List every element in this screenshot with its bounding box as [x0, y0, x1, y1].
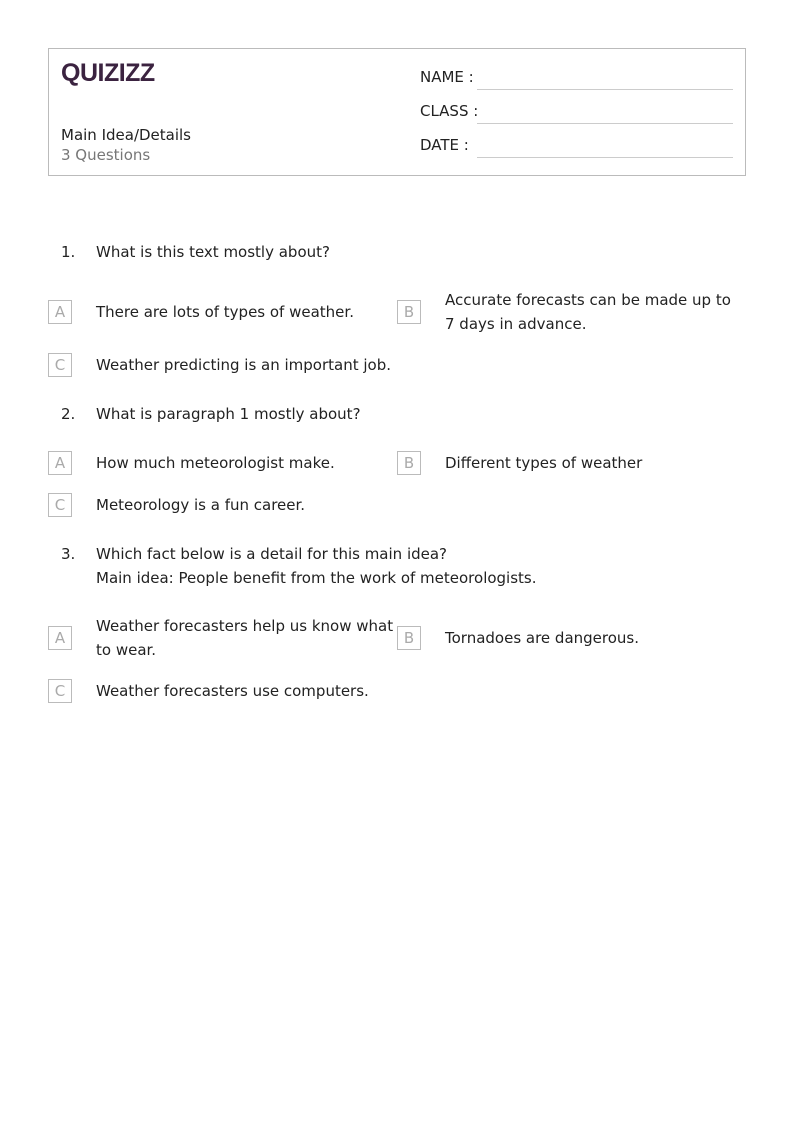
- option-box[interactable]: B: [397, 451, 421, 475]
- question-text: What is paragraph 1 mostly about?: [96, 405, 361, 423]
- option-text: Tornadoes are dangerous.: [445, 629, 640, 647]
- option-box[interactable]: A: [48, 451, 72, 475]
- option-box[interactable]: A: [48, 300, 72, 324]
- question-subtext: Main idea: People benefit from the work of meteorologists.: [96, 569, 537, 587]
- option-box[interactable]: C: [48, 493, 72, 517]
- option-box[interactable]: C: [48, 353, 72, 377]
- option-text: Weather predicting is an important job.: [96, 356, 392, 374]
- question-number: 3.: [61, 545, 76, 563]
- date-label: DATE :: [420, 136, 469, 154]
- option-box[interactable]: B: [397, 626, 421, 650]
- name-label: NAME :: [420, 68, 474, 86]
- question-number: 1.: [61, 243, 76, 261]
- quizizz-logo: QUIZIZZ: [61, 59, 155, 87]
- class-label: CLASS :: [420, 102, 479, 120]
- name-input-line[interactable]: [477, 89, 733, 90]
- option-text: Different types of weather: [445, 454, 643, 472]
- class-input-line[interactable]: [477, 123, 733, 124]
- option-text: Meteorology is a fun career.: [96, 496, 306, 514]
- option-text: Weather forecasters use computers.: [96, 682, 369, 700]
- option-box[interactable]: B: [397, 300, 421, 324]
- option-text: Accurate forecasts can be made up to 7 days in advance.: [445, 291, 731, 333]
- question-count: 3 Questions: [61, 146, 151, 164]
- question-text: What is this text mostly about?: [96, 243, 330, 261]
- worksheet-header: [48, 48, 746, 176]
- option-text: There are lots of types of weather.: [96, 303, 354, 321]
- question-number: 2.: [61, 405, 76, 423]
- question-text: Which fact below is a detail for this main idea?: [96, 545, 448, 563]
- option-box[interactable]: A: [48, 626, 72, 650]
- option-box[interactable]: C: [48, 679, 72, 703]
- option-text: How much meteorologist make.: [96, 454, 335, 472]
- worksheet-title: Main Idea/Details: [61, 126, 191, 144]
- date-input-line[interactable]: [477, 157, 733, 158]
- option-text: Weather forecasters help us know what to wear.: [96, 617, 394, 659]
